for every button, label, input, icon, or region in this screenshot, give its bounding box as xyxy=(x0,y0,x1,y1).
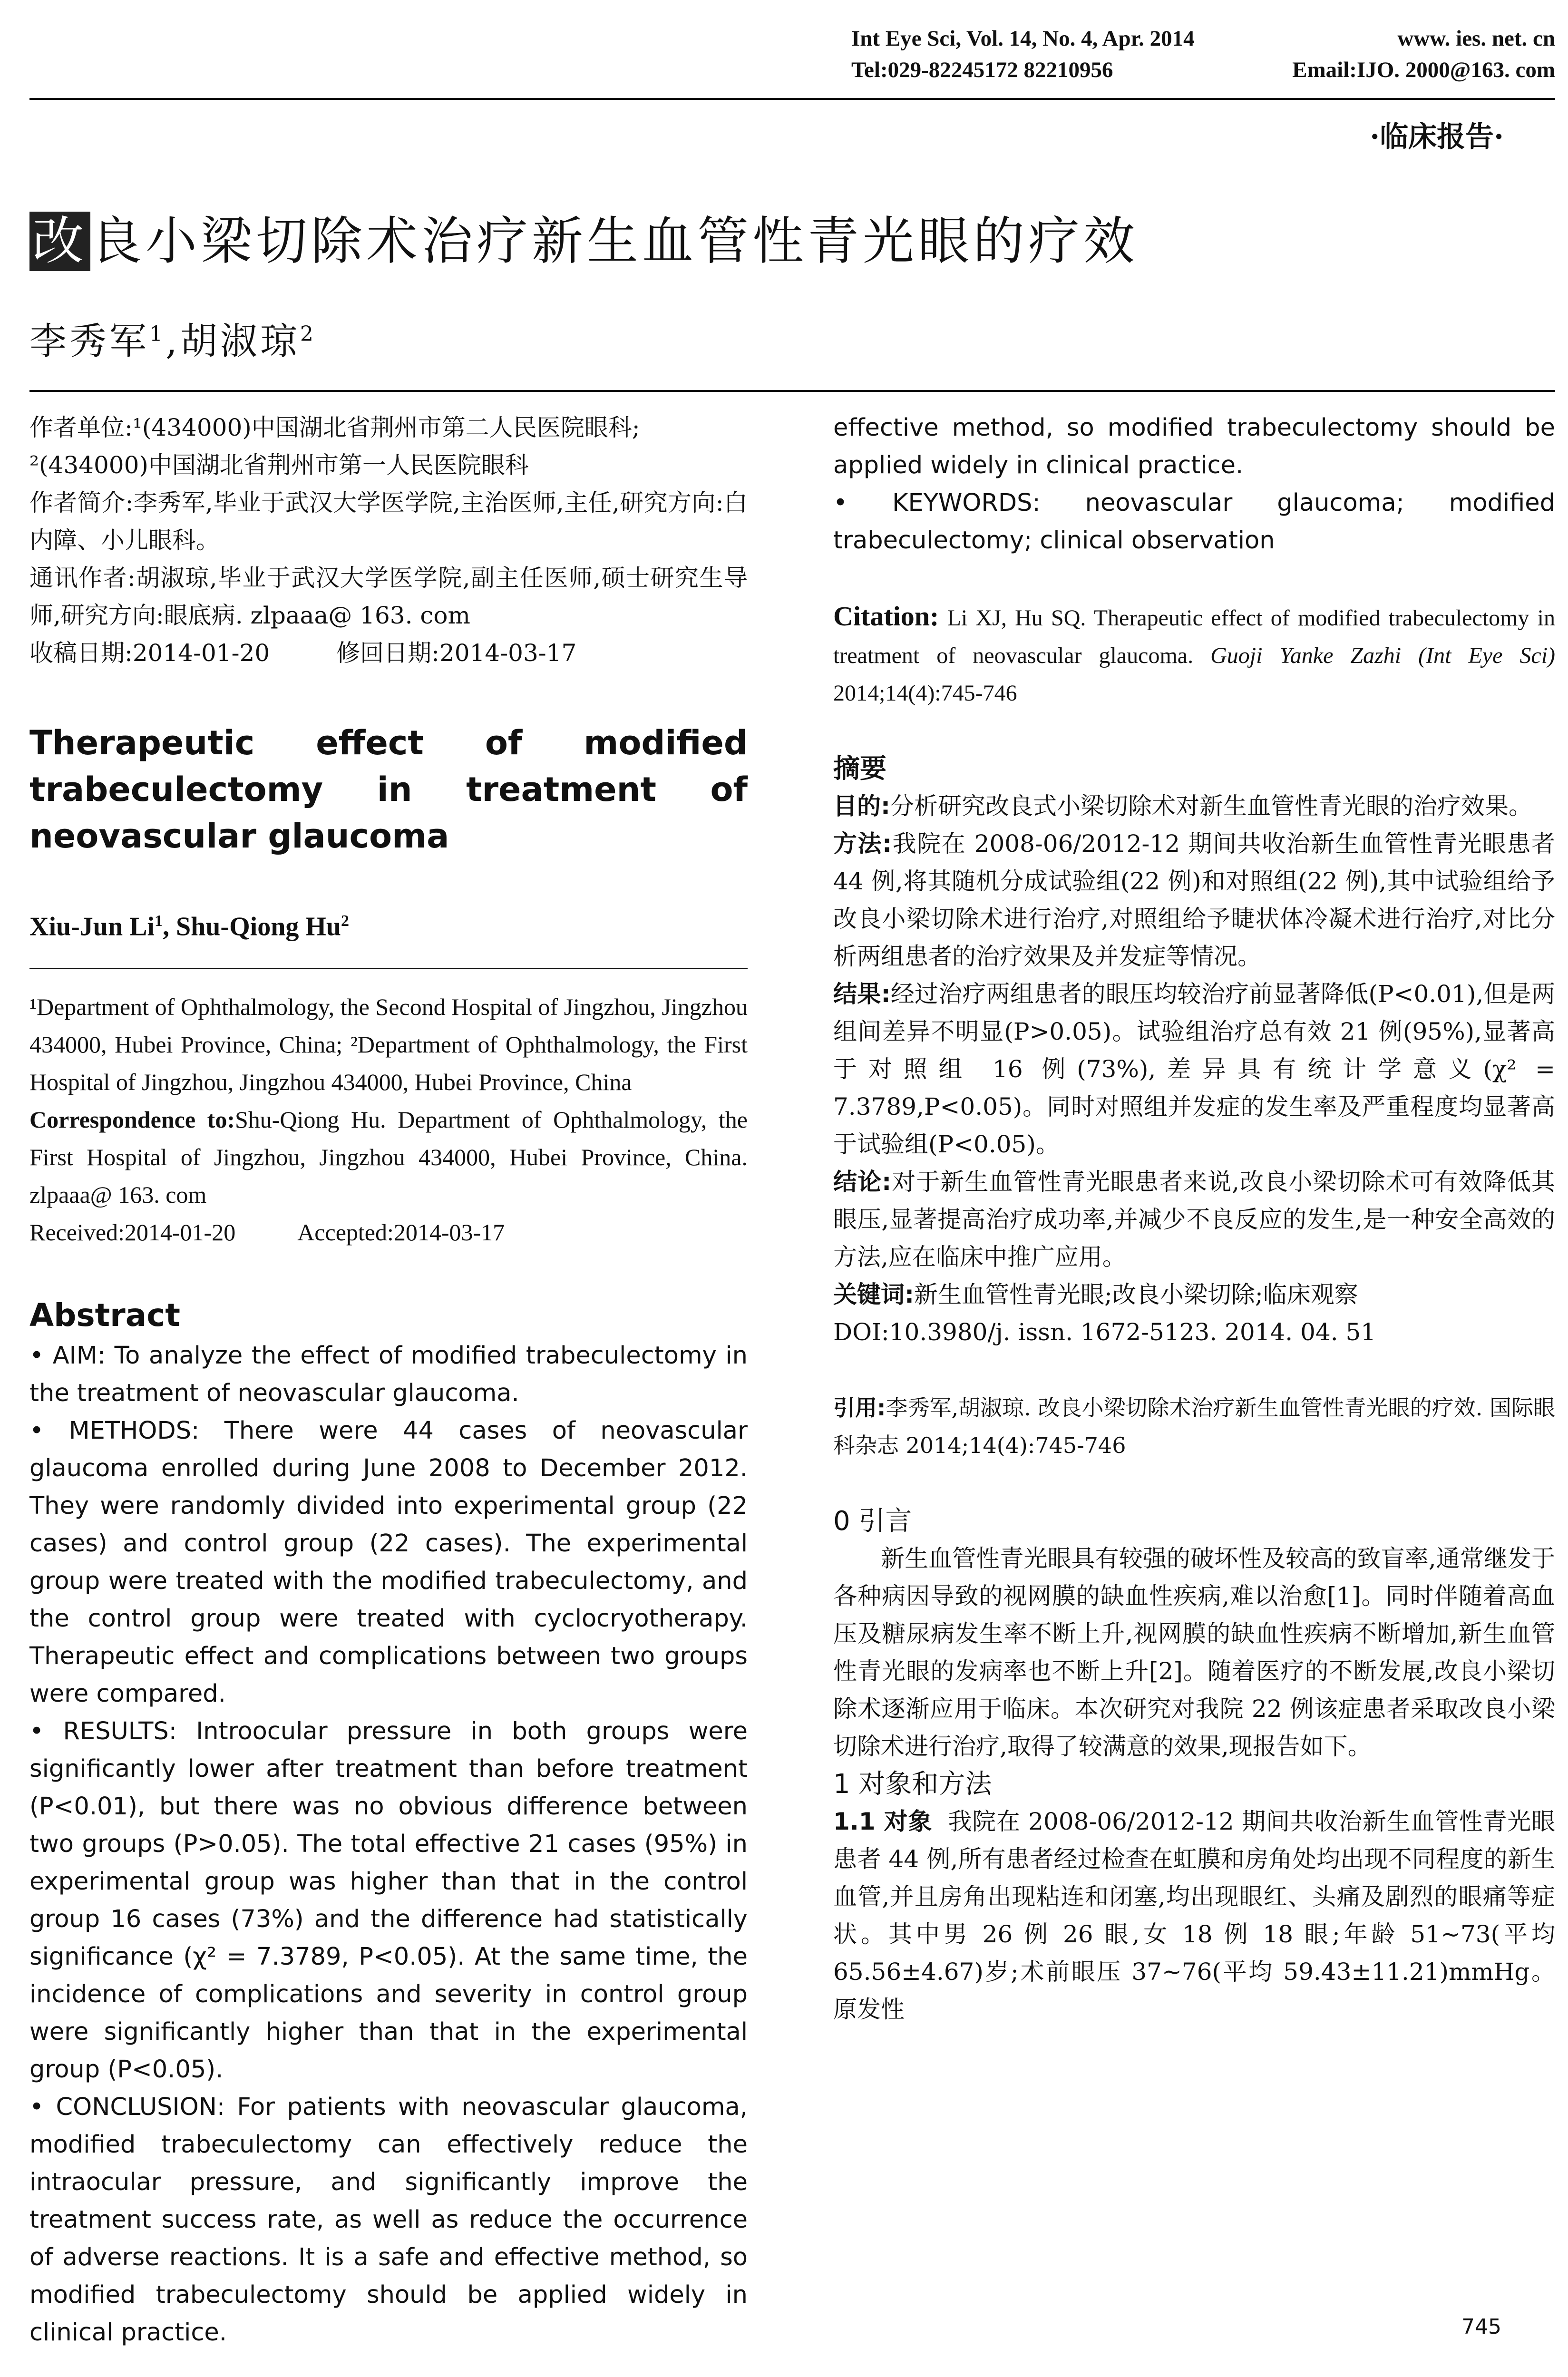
abstract-cn-conclusion: 结论:对于新生血管性青光眼患者来说,改良小梁切除术可有效降低其眼压,显著提高治疗成功率,并减少不良反应的发生,是一种安全高效的方法,应在临床中推广应用。 xyxy=(833,1168,1555,1271)
abstract-cn-methods: 方法:我院在 2008-06/2012-12 期间共收治新生血管性青光眼患者 44 例,将其随机分成试验组(22 例)和对照组(22 例),其中试验组给予改良小梁切除术进行治疗,对照组给予睫状体冷凝术进行治疗,对比分析两组患者的治疗效果及并发症等情况。 xyxy=(833,830,1555,970)
affiliation-rule xyxy=(29,968,748,969)
abstract-cn-purpose: 目的:分析研究改良式小梁切除术对新生血管性青光眼的治疗效果。 xyxy=(833,792,1532,820)
citation-en: Citation: Li XJ, Hu SQ. Therapeutic effect of modified trabeculectomy in treatment of neovascular glaucoma. Guoji Yanke Zazhi (Int Eye Sci) 2014;14(4):745-746 xyxy=(833,601,1556,706)
correspondence-en: Correspondence to:Shu-Qiong Hu. Department of Ophthalmology, the First Hospital of Jingzhou, Jingzhou 434000, Hubei Province, China. zlpaaa@ 163. com xyxy=(29,1106,748,1208)
journal-tel: Tel:029-82245172 82210956 xyxy=(851,58,1113,82)
author-1: 李秀军 xyxy=(29,320,150,363)
corresponding-author: 通讯作者:胡淑琼,毕业于武汉大学医学院,副主任医师,硕士研究生导师,研究方向:眼底病. zlpaaa@ 163. com xyxy=(29,564,748,629)
journal-website[interactable]: www. ies. net. cn xyxy=(1397,26,1555,51)
dates-en: Received:2014-01-20 Accepted:2014-03-17 xyxy=(29,1218,505,1246)
abstract-conclusion-cont: effective method, so modified trabeculectomy should be applied widely in clinical practice. xyxy=(833,414,1555,479)
abstract-heading: Abstract xyxy=(29,1296,180,1334)
abstract-cn-heading: 摘要 xyxy=(833,753,886,784)
author-profile: 作者简介:李秀军,毕业于武汉大学医学院,主治医师,主任,研究方向:白内障、小儿眼科。 xyxy=(29,489,748,554)
journal-line: Int Eye Sci, Vol. 14, No. 4, Apr. 2014 xyxy=(851,26,1195,51)
intro-text: 新生血管性青光眼具有较强的破坏性及较高的致盲率,通常继发于各种病因导致的视网膜的缺血性疾病,难以治愈[1]。同时伴随着高血压及糖尿病发生率不断上升,视网膜的缺血性疾病不断增加,新生血管性青光眼的发病率也不断上升[2]。随着医疗的不断发展,改良小梁切除术逐渐应用于临床。本次研究对我院 22 例该症患者采取改良小梁切除术进行治疗,取得了较满意的效果,现报告如下。 xyxy=(833,1545,1555,1760)
page-number: 745 xyxy=(1461,2315,1501,2339)
doi[interactable]: DOI:10.3980/j. issn. 1672-5123. 2014. 04. 51 xyxy=(833,1318,1376,1346)
author-unit-1: 作者单位:¹(434000)中国湖北省荆州市第二人民医院眼科; xyxy=(29,414,640,441)
abstract-aim: • AIM: To analyze the effect of modified trabeculectomy in the treatment of neovascular glaucoma. xyxy=(29,1337,748,1412)
right-column xyxy=(833,409,1555,2028)
article-title-en: Therapeutic effect of modified trabeculectomy in treatment of neovascular glaucoma xyxy=(29,723,748,856)
abstract-conclusion: • CONCLUSION: For patients with neovascular glaucoma, modified trabeculectomy can effectively reduce the intraocular pressure, and significantly improve the treatment success rate, as well as reduce the occurrence of adverse reactions. It is a safe and effective method, so modified trabeculectomy should be applied widely in clinical practice. xyxy=(29,2088,748,2164)
title-first-char: 改 xyxy=(29,212,90,271)
abstract-cn-keywords: 关键词:新生血管性青光眼;改良小梁切除;临床观察 xyxy=(833,1281,1358,1308)
affiliation-en: ¹Department of Ophthalmology, the Second Hospital of Jingzhou, Jingzhou 434000, Hubei Province, China; ²Department of Ophthalmology, the First Hospital of Jingzhou, Jingzhou 434000, Hubei Province, China xyxy=(29,993,748,1095)
header-rule xyxy=(29,98,1555,100)
abstract-methods: • METHODS: There were 44 cases of neovascular glaucoma enrolled during June 2008 to December 2012. They were randomly divided into experimental group (22 cases) and control group (22 cases). The experimental group were treated with the modified trabeculectomy, and the control group were treated with cyclocryotherapy. Therapeutic effect and complications between two groups were compared. xyxy=(29,1412,748,1713)
author-2: 胡淑琼 xyxy=(180,320,300,363)
intro-heading: 0 引言 xyxy=(833,1506,912,1537)
author-unit-2: ²(434000)中国湖北省荆州市第一人民医院眼科 xyxy=(29,451,529,479)
authors-en: Xiu-Jun Li$^1$, Shu-Qiong Hu$^2$ xyxy=(29,912,350,942)
citation-cn: 引用:李秀军,胡淑琼. 改良小梁切除术治疗新生血管性青光眼的疗效. 国际眼科杂志 2014;14(4):745-746 xyxy=(833,1395,1555,1458)
left-column xyxy=(29,409,748,2347)
abstract-cn-results: 结果:经过治疗两组患者的眼压均较治疗前显著降低(P<0.01),但是两组间差异不明显(P>0.05)。试验组治疗总有效 21 例(95%),显著高于对照组 16 例(73%),差异具有统计学意义(χ² = 7.3789,P<0.05)。同时对照组并发症的发生率及严重程度均显著高于试验组(P<0.05)。 xyxy=(833,980,1555,1158)
article-title-cn xyxy=(29,200,1139,273)
authors-cn: 李秀军$^1$,胡淑琼$^2$ xyxy=(29,320,316,363)
title-rest: 良小梁切除术治疗新生血管性青光眼的疗效 xyxy=(90,212,1139,271)
abstract-results: • RESULTS: Introocular pressure in both groups were significantly lower after treatment than before treatment (P<0.01), but there was no obvious difference between two groups (P>0.05). The total effective 21 cases (95%) in experimental group was higher than that in the control group 16 cases (73%) and the difference had statistically significance (χ² = 7.3789, P<0.05). At the same time, the incidence of complications and severity in control group were significantly higher than that in the experimental group (P<0.05). xyxy=(29,1713,748,2088)
methods-heading: 1 对象和方法 xyxy=(833,1769,992,1800)
methods-subjects: 1.1 对象 我院在 2008-06/2012-12 期间共收治新生血管性青光眼患者 44 例,所有患者经过检查在虹膜和房角处均出现不同程度的新生血管,并且房角出现粘连和闭塞,均出现眼红、头痛及剧烈的眼痛等症状。其中男 26 例 26 眼,女 18 例 18 眼;年龄 51~73(平均 65.56±4.67)岁;术前眼压 37~76(平均 59.43±11.21)mmHg。原发性 xyxy=(833,1808,1555,2023)
journal-email[interactable]: Email:IJO. 2000@163. com xyxy=(1292,58,1555,82)
running-header xyxy=(851,23,1555,86)
abstract-keywords: • KEYWORDS: neovascular glaucoma; modified trabeculectomy; clinical observation xyxy=(833,484,1555,559)
section-tag: ·临床报告· xyxy=(1370,120,1504,154)
dates-cn: 收稿日期:2014-01-20 修回日期:2014-03-17 xyxy=(29,639,577,667)
title-rule xyxy=(29,390,1555,392)
